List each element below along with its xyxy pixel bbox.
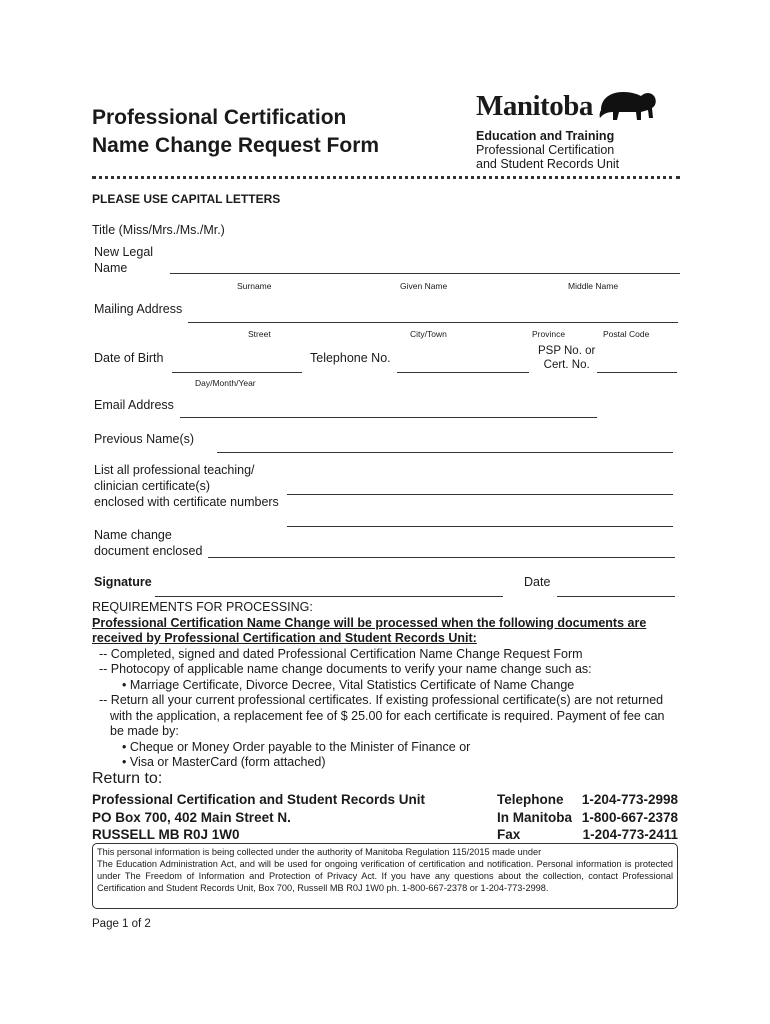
dob-caption: Day/Month/Year: [195, 378, 256, 388]
return-address-line-1: Professional Certification and Student Records Unit: [92, 792, 426, 807]
title-label: Title (Miss/Mrs./Ms./Mr.): [92, 223, 225, 237]
document-label-1: Name change: [94, 528, 172, 542]
telephone-row-number: 1-204-773-2998: [581, 792, 678, 807]
manitoba-row-label: In Manitoba: [497, 809, 572, 825]
psp-field[interactable]: [597, 372, 677, 373]
signature-field[interactable]: [155, 596, 503, 597]
legal-name-label: [94, 244, 153, 276]
capital-letters-note: PLEASE USE CAPITAL LETTERS: [92, 192, 281, 206]
privacy-line-1: This personal information is being collected under the authority of Manitoba Regulation 115/2015 made under: [97, 847, 542, 857]
requirement-item-3b: with the application, a replacement fee of $ 25.00 for each certificate is required. Payment of fee can: [110, 708, 665, 723]
requirement-item-3e: • Visa or MasterCard (form attached): [122, 755, 326, 769]
requirement-item-2a: • Marriage Certificate, Divorce Decree, Vital Statistics Certificate of Name Change: [122, 677, 575, 692]
manitoba-row: [497, 809, 678, 827]
mailing-address-label: Mailing Address: [94, 302, 183, 316]
telephone-row-label: Telephone: [497, 792, 564, 807]
requirements-heading: REQUIREMENTS FOR PROCESSING:: [92, 600, 313, 614]
city-caption: City/Town: [410, 329, 447, 339]
requirements-note-1: Professional Certification Name Change will be processed when the following documents are: [92, 615, 647, 630]
requirement-item-3: -- Return all your current professional certificates. If existing professional certificate(s) are not returned: [99, 693, 664, 707]
date-label: Date: [524, 575, 551, 589]
document-field[interactable]: [208, 557, 675, 558]
telephone-label: Telephone No.: [310, 351, 391, 365]
street-caption: Street: [248, 329, 271, 339]
email-field[interactable]: [180, 417, 597, 418]
psp-label-2: Cert. No.: [543, 359, 590, 371]
page-number: Page 1 of 2: [92, 918, 151, 930]
logo-department: Education and Training: [476, 129, 615, 143]
fax-row-label: Fax: [497, 827, 521, 842]
form-title: [92, 104, 379, 160]
document-label-2: document enclosed: [94, 544, 203, 558]
return-address-line-3: RUSSELL MB R0J 1W0: [92, 827, 240, 842]
certificates-field-1[interactable]: [287, 494, 673, 495]
contact-numbers: [497, 791, 678, 844]
dob-label: Date of Birth: [94, 351, 164, 365]
mailing-address-field[interactable]: [188, 322, 678, 323]
return-heading: Return to:: [92, 770, 163, 787]
province-caption: Province: [532, 329, 566, 339]
psp-label: [538, 344, 595, 372]
legal-name-label-1: New Legal: [94, 245, 154, 259]
psp-label-1: PSP No. or: [538, 345, 596, 357]
signature-label: Signature: [94, 575, 152, 589]
certificates-label: [94, 462, 279, 510]
email-label: Email Address: [94, 398, 174, 412]
fax-row-number: 1-204-773-2411: [582, 827, 678, 842]
postal-code-caption: Postal Code: [603, 329, 650, 339]
privacy-line-2: The Education Administration Act, and will be used for ongoing verification of certification and notification. Personal information is protected under The Freedom of Information and Protection of Privacy Act. If you have any questions about the collection, contact Professional Certification and Student Records Unit, Box 700, Russell MB R0J 1W0 ph. 1-800-667-2378 or 1-204-773-2998.: [97, 859, 673, 893]
legal-name-label-2: Name: [94, 261, 128, 275]
surname-caption: Surname: [237, 281, 272, 291]
telephone-field[interactable]: [397, 372, 529, 373]
requirement-item-3d: • Cheque or Money Order payable to the Minister of Finance or: [122, 739, 471, 754]
middle-name-caption: Middle Name: [568, 281, 619, 291]
privacy-notice: [92, 843, 678, 909]
dob-field[interactable]: [172, 372, 302, 373]
certificates-label-1: List all professional teaching/: [94, 463, 255, 477]
date-field[interactable]: [557, 596, 675, 597]
manitoba-row-number: 1-800-667-2378: [581, 809, 678, 825]
return-address-line-2: PO Box 700, 402 Main Street N.: [92, 809, 291, 825]
requirements-section: [92, 600, 682, 771]
manitoba-logo-text: Manitoba: [476, 90, 593, 122]
title-line-2: Name Change Request Form: [92, 134, 380, 157]
logo-unit-line-2: and Student Records Unit: [476, 157, 620, 171]
legal-name-field[interactable]: [170, 273, 680, 274]
requirement-item-3c: be made by:: [110, 724, 179, 738]
telephone-row: [497, 791, 678, 809]
title-line-1: Professional Certification: [92, 106, 347, 129]
document-label: [94, 527, 202, 559]
logo-unit-line-1: Professional Certification: [476, 143, 615, 157]
requirement-item-1: -- Completed, signed and dated Professional Certification Name Change Request Form: [99, 646, 583, 661]
return-address: [92, 791, 425, 844]
certificates-label-3: enclosed with certificate numbers: [94, 495, 279, 509]
previous-names-field[interactable]: [217, 452, 673, 453]
certificates-label-2: clinician certificate(s): [94, 479, 211, 493]
certificates-field-2[interactable]: [287, 526, 673, 527]
fax-row: [497, 826, 678, 844]
given-name-caption: Given Name: [400, 281, 448, 291]
bison-icon: [597, 88, 659, 124]
requirements-note-2: received by Professional Certification and Student Records Unit:: [92, 631, 477, 645]
requirement-item-2: -- Photocopy of applicable name change documents to verify your name change such as:: [99, 662, 592, 676]
previous-names-label: Previous Name(s): [94, 432, 195, 446]
dotted-divider: [92, 176, 680, 179]
logo-subtitle: [476, 129, 619, 171]
